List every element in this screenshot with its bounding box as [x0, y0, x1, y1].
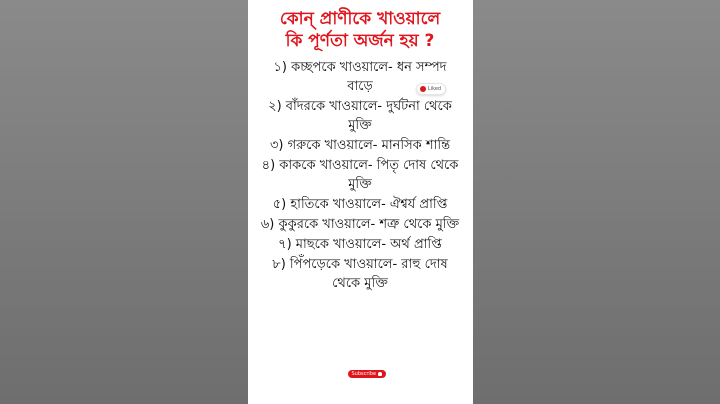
- content-card: [248, 0, 473, 404]
- list-item: ৩) গরুকে খাওয়ালে- মানসিক শান্তি: [269, 138, 451, 153]
- list-item: ৮) পিঁপড়েকে খাওয়ালে- রাহু দোষ থেকে মুক্তি: [272, 257, 448, 291]
- right-backdrop: [473, 0, 720, 404]
- like-label: Liked: [427, 86, 442, 92]
- title-line-2: কি পূর্ণতা অর্জন হয় ?: [285, 31, 435, 51]
- title-line-1: কোন্ প্রাণীকে খাওয়ালে: [279, 9, 441, 29]
- list-item: ৬) কুকুরকে খাওয়ালে- শত্রু থেকে মুক্তি: [260, 217, 460, 232]
- list-item: ২) বাঁদরকে খাওয়ালে- দুর্ঘটনা থেকে মুক্তি: [268, 99, 452, 133]
- left-backdrop: [0, 0, 248, 404]
- subscribe-button[interactable]: [348, 370, 387, 378]
- like-badge[interactable]: [416, 83, 446, 95]
- list-item: ৫) হাতিকে খাওয়ালে- ঐশ্বর্য প্রাপ্তি: [272, 197, 448, 212]
- list-item: ১) কচ্ছপকে খাওয়ালে- ধন সম্পদ বাড়ে: [273, 60, 447, 94]
- list-item: ৭) মাছকে খাওয়ালে- অর্থ প্রাপ্তি: [278, 237, 442, 252]
- subscribe-label: Subscribe: [351, 371, 377, 377]
- bell-icon: [378, 372, 382, 376]
- list-item: ৪) কাককে খাওয়ালে- পিতৃ দোষ থেকে মুক্তি: [261, 158, 459, 192]
- like-icon: [420, 86, 426, 92]
